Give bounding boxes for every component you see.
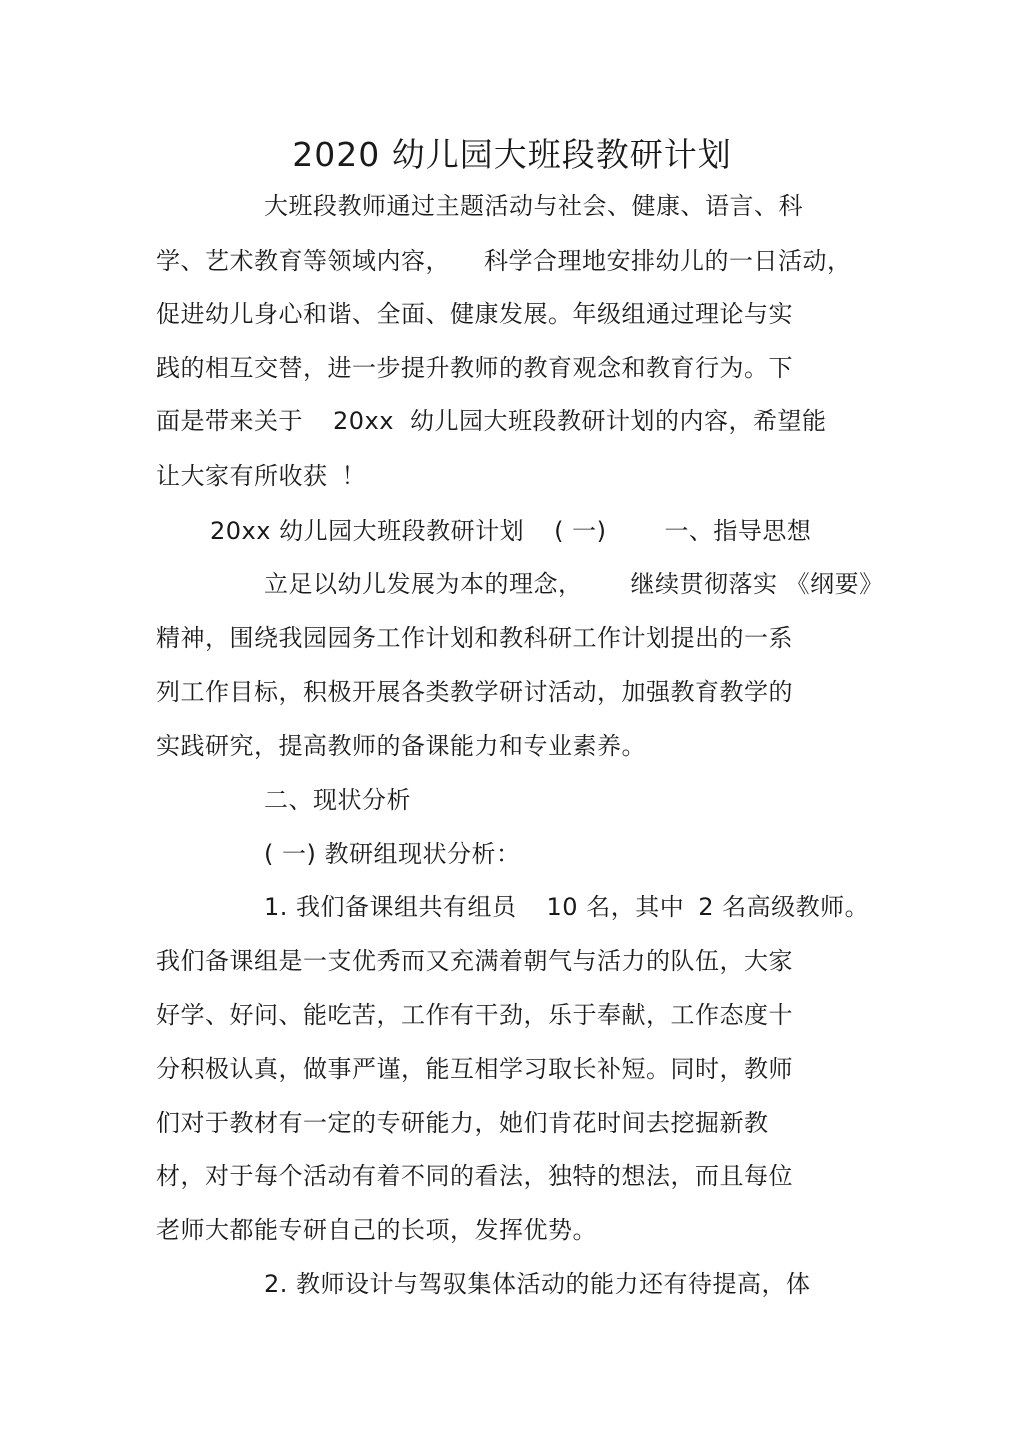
guiding-line-3: 列工作目标，积极开展各类教学研讨活动，加强教育教学的 bbox=[156, 678, 793, 706]
item-1-line-1-part-a: 1. 我们备课组共有组员 bbox=[264, 893, 517, 921]
section-1-heading: 一、指导思想 bbox=[664, 517, 812, 545]
intro-line-5-part-b: 幼儿园大班段教研计划的内容，希望能 bbox=[409, 407, 827, 435]
intro-line-5-year: 20xx bbox=[333, 407, 394, 435]
intro-line-5 bbox=[156, 405, 826, 437]
guiding-line-2: 精神，围绕我园园务工作计划和教科研工作计划提出的一系 bbox=[156, 624, 793, 652]
intro-line-2 bbox=[156, 245, 852, 277]
document-title: 2020 幼儿园大班段教研计划 bbox=[292, 135, 732, 174]
intro-line-6-exclaim: ！ bbox=[341, 462, 366, 490]
item-1-line-1-part-c: 2 名高级教师。 bbox=[698, 893, 870, 921]
item-1-line-2: 我们备课组是一支优秀而又充满着朝气与活力的队伍，大家 bbox=[156, 947, 793, 975]
plan-heading-title: 20xx 幼儿园大班段教研计划 bbox=[210, 517, 525, 545]
intro-line-6 bbox=[156, 460, 366, 492]
item-1-line-6: 材，对于每个活动有着不同的看法，独特的想法，而且每位 bbox=[156, 1162, 793, 1190]
item-1-line-7: 老师大都能专研自己的长项，发挥优势。 bbox=[156, 1216, 597, 1244]
intro-line-6-text: 让大家有所收获 bbox=[156, 462, 328, 490]
guiding-line-4: 实践研究，提高教师的备课能力和专业素养。 bbox=[156, 732, 646, 760]
guiding-line-1-part-b: 继续贯彻落实 《纲要》 bbox=[630, 570, 884, 598]
subsection-1-heading: ( 一) 教研组现状分析： bbox=[264, 840, 521, 868]
intro-line-1: 大班段教师通过主题活动与社会、健康、语言、科 bbox=[264, 192, 803, 220]
plan-heading-part: ( 一) bbox=[554, 517, 607, 545]
guiding-line-1 bbox=[264, 568, 884, 600]
guiding-line-1-part-a: 立足以幼儿发展为本的理念， bbox=[264, 570, 583, 598]
plan-heading bbox=[210, 515, 811, 547]
item-1-line-4: 分积极认真，做事严谨，能互相学习取长补短。同时，教师 bbox=[156, 1055, 793, 1083]
intro-line-4: 践的相互交替，进一步提升教师的教育观念和教育行为。下 bbox=[156, 354, 793, 382]
section-2-heading: 二、现状分析 bbox=[264, 786, 411, 814]
intro-line-3: 促进幼儿身心和谐、全面、健康发展。年级组通过理论与实 bbox=[156, 300, 793, 328]
item-1-line-5: 们对于教材有一定的专研能力，她们肯花时间去挖掘新教 bbox=[156, 1109, 769, 1137]
item-1-line-3: 好学、好问、能吃苦，工作有干劲，乐于奉献，工作态度十 bbox=[156, 1001, 793, 1029]
intro-line-2-part-b: 科学合理地安排幼儿的一日活动， bbox=[484, 247, 852, 275]
item-2-line-1: 2. 教师设计与驾驭集体活动的能力还有待提高，体 bbox=[264, 1270, 811, 1298]
intro-line-5-part-a: 面是带来关于 bbox=[156, 407, 303, 435]
intro-line-2-part-a: 学、艺术教育等领域内容， bbox=[156, 247, 450, 275]
item-1-line-1 bbox=[264, 891, 869, 923]
item-1-line-1-part-b: 10 名，其中 bbox=[546, 893, 685, 921]
